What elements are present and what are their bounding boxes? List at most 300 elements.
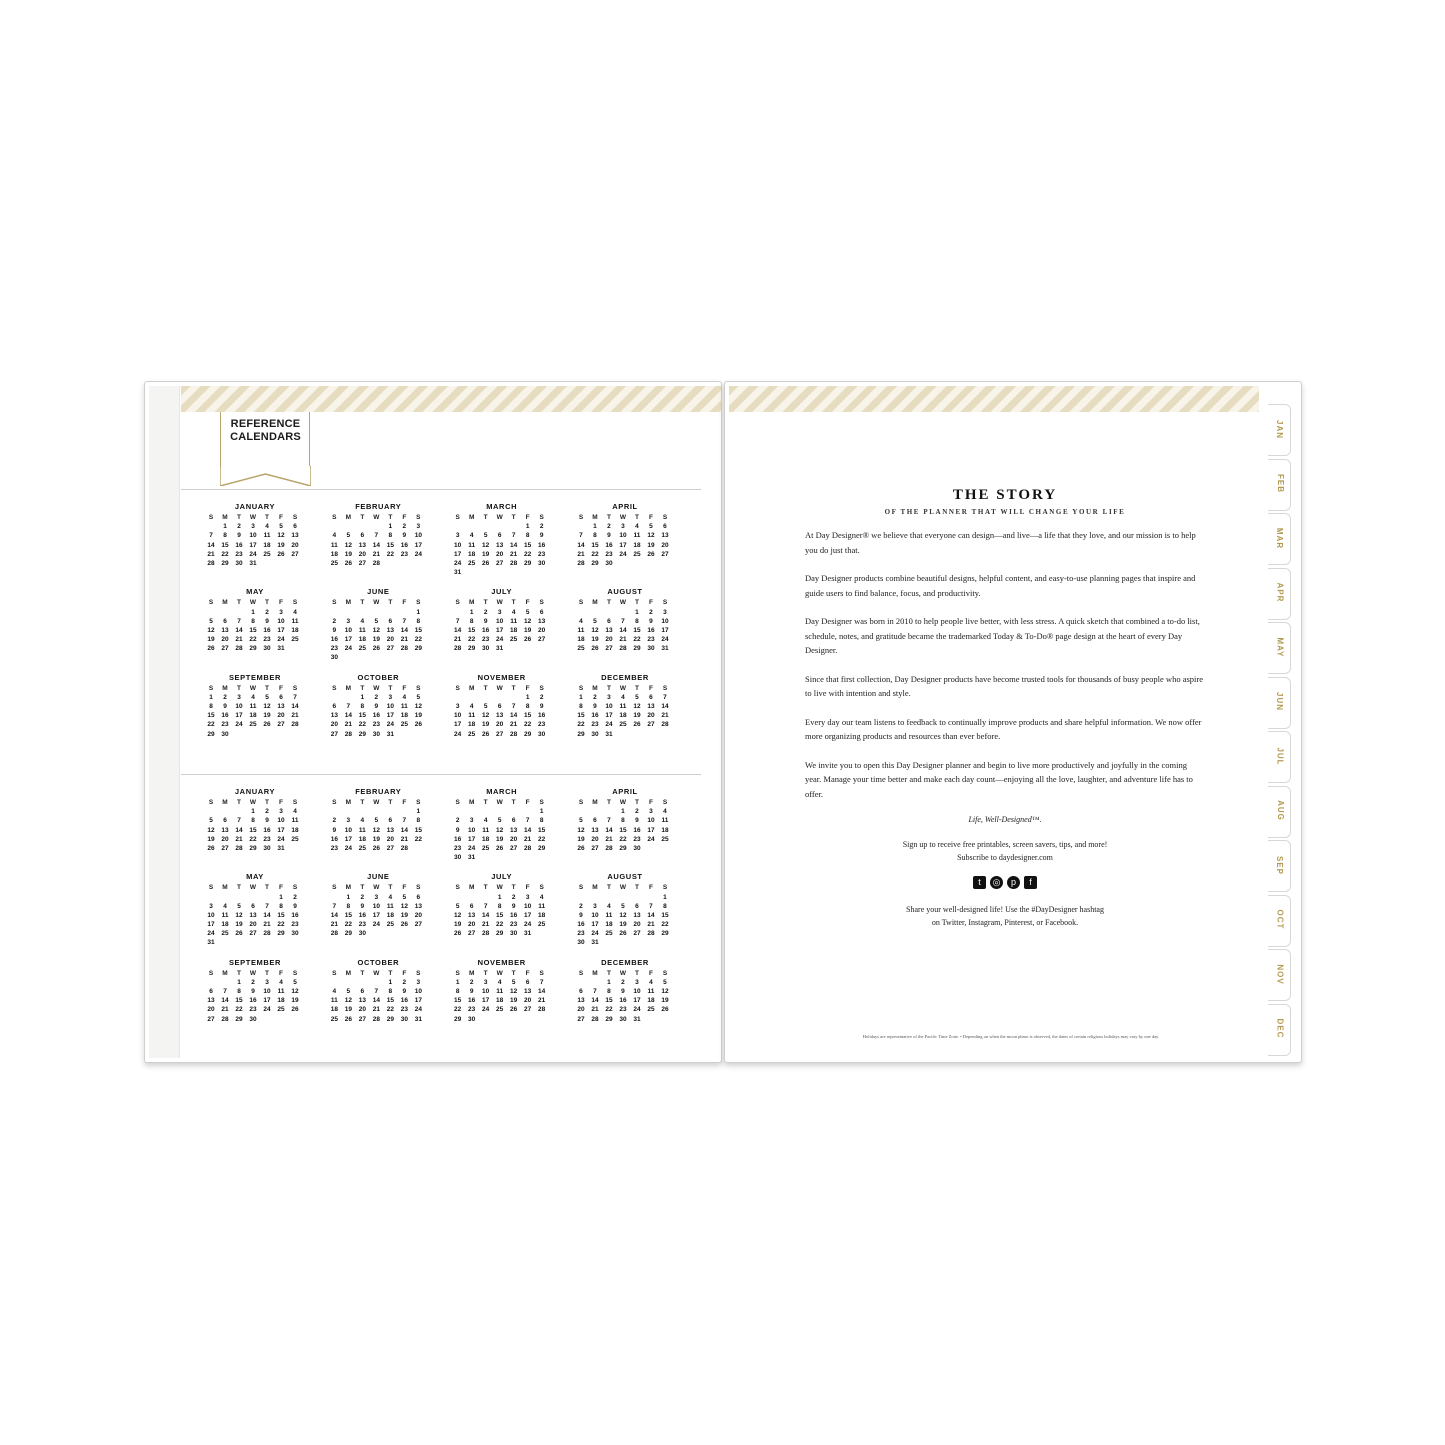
tab-label	[1269, 404, 1291, 454]
day-cell: 9	[593, 703, 597, 710]
day-cell: 24	[591, 930, 599, 938]
right-page	[724, 381, 1302, 1063]
day-cell: 9	[635, 817, 639, 825]
day-cell: 16	[291, 911, 299, 919]
weekday-header: S	[416, 514, 421, 521]
weekday-header: W	[496, 884, 503, 892]
day-cell: 8	[525, 532, 530, 540]
weekday-header: S	[455, 799, 460, 806]
signup-line2[interactable]: Subscribe to daydesigner.com	[957, 853, 1053, 862]
day-cell: 13	[277, 703, 285, 710]
day-cell: 27	[605, 645, 613, 653]
day-cell: 2	[332, 617, 337, 625]
day-cell: 7	[649, 902, 653, 910]
day-cell: 27	[221, 844, 229, 852]
day-grid	[328, 599, 428, 662]
weekday-header: T	[388, 969, 393, 977]
day-cell	[398, 560, 410, 568]
day-cell: 30	[605, 559, 613, 567]
day-grid	[452, 884, 552, 938]
day-cell: 30	[358, 930, 366, 938]
day-cell: 28	[400, 844, 408, 852]
day-cell: 18	[510, 626, 518, 634]
day-cell	[575, 523, 587, 531]
day-cell: 3	[251, 523, 255, 531]
instagram-icon[interactable]: ◎	[990, 876, 1003, 889]
month-name: APRIL	[612, 502, 638, 511]
day-grid	[328, 970, 428, 1024]
day-cell: 25	[386, 921, 394, 929]
story-title: THE STORY	[952, 487, 1058, 503]
day-cell: 5	[649, 523, 653, 531]
weekday-header: S	[455, 969, 460, 977]
day-cell	[494, 694, 506, 702]
day-cell: 10	[524, 902, 532, 910]
day-cell: 3	[469, 817, 474, 825]
month-april	[575, 787, 675, 862]
day-cell: 25	[633, 550, 641, 558]
day-cell: 1	[469, 608, 474, 616]
day-cell	[536, 930, 548, 938]
day-cell: 3	[593, 902, 597, 910]
day-cell: 7	[332, 902, 337, 910]
day-cell: 1	[663, 893, 667, 901]
day-cell: 18	[496, 997, 504, 1005]
weekday-header: M	[345, 884, 352, 892]
month-name: JULY	[491, 872, 513, 882]
day-cell: 8	[388, 988, 393, 995]
day-cell	[398, 930, 410, 938]
day-cell: 23	[291, 921, 299, 929]
day-cell: 15	[235, 997, 243, 1005]
day-cell: 26	[344, 1015, 352, 1023]
day-cell: 24	[207, 930, 215, 938]
day-cell: 5	[635, 693, 639, 701]
day-cell: 19	[496, 835, 504, 843]
day-cell	[508, 569, 520, 577]
day-cell: 24	[249, 550, 257, 558]
day-cell: 22	[249, 636, 257, 644]
day-cell: 26	[661, 1006, 669, 1014]
day-cell: 11	[619, 703, 627, 710]
weekday-header: T	[360, 799, 365, 806]
day-cell: 30	[510, 930, 518, 938]
day-cell: 22	[538, 835, 546, 843]
day-cell: 8	[663, 902, 667, 910]
day-cell: 13	[386, 626, 394, 634]
day-cell: 30	[235, 559, 243, 567]
day-grid	[328, 799, 428, 853]
day-cell: 15	[277, 911, 285, 919]
day-cell: 11	[330, 541, 338, 549]
day-cell: 17	[591, 921, 599, 929]
day-cell: 7	[483, 902, 488, 910]
day-cell: 29	[221, 559, 229, 567]
day-cell: 19	[344, 1006, 352, 1014]
day-cell: 4	[332, 988, 337, 995]
weekday-header: T	[606, 684, 611, 692]
day-cell: 1	[497, 893, 502, 901]
weekday-header: S	[292, 599, 298, 607]
weekday-header: T	[634, 599, 639, 607]
day-cell: 1	[279, 893, 283, 901]
day-cell	[275, 1016, 287, 1024]
day-cell: 29	[538, 844, 546, 852]
day-cell: 14	[372, 997, 380, 1005]
day-cell: 23	[330, 844, 338, 852]
weekday-header: T	[388, 599, 393, 607]
story-section	[805, 487, 1205, 929]
day-cell	[603, 939, 615, 947]
day-cell: 31	[386, 730, 394, 738]
day-cell: 22	[661, 921, 669, 929]
month-name: AUGUST	[607, 587, 643, 597]
day-cell: 24	[344, 844, 352, 852]
day-cell: 20	[661, 541, 669, 549]
day-cell	[412, 930, 424, 938]
story-paragraph: At Day Designer® we believe that everyone can design—and live—a life that they love, and our mission is to help you do just that.	[805, 530, 1196, 555]
day-cell: 24	[263, 1006, 271, 1014]
weekday-header: T	[483, 799, 488, 806]
day-cell: 2	[402, 978, 407, 986]
day-cell: 16	[482, 626, 490, 634]
day-cell: 8	[209, 703, 213, 710]
weekday-header: M	[345, 514, 352, 521]
day-cell: 4	[279, 978, 283, 986]
day-cell	[219, 808, 231, 816]
month-may	[205, 872, 305, 947]
month-november	[452, 958, 552, 1024]
day-cell: 15	[661, 911, 669, 919]
day-cell: 19	[344, 550, 352, 558]
weekday-header: W	[373, 884, 380, 892]
day-cell: 1	[416, 808, 421, 816]
day-cell: 2	[265, 808, 269, 816]
day-cell: 16	[263, 626, 271, 634]
month-name: DECEMBER	[601, 672, 649, 682]
day-cell: 25	[249, 721, 257, 729]
story-paragraph: Every day our team listens to feedback to continually improve products and share helpful information. We now offer more organizing products and resources than ever before.	[805, 716, 1202, 741]
day-cell: 27	[207, 1015, 215, 1023]
day-cell	[275, 731, 287, 739]
day-cell: 27	[633, 930, 641, 938]
day-cell: 20	[386, 636, 394, 644]
weekday-header: T	[265, 514, 269, 521]
weekday-header: F	[402, 684, 407, 692]
day-cell: 28	[235, 645, 243, 653]
day-cell: 22	[619, 835, 627, 843]
day-cell: 20	[221, 636, 229, 644]
weekday-header: T	[511, 969, 516, 977]
day-cell: 13	[524, 988, 532, 995]
day-cell: 3	[483, 978, 488, 986]
weekday-header: M	[592, 514, 598, 521]
day-cell	[384, 808, 396, 816]
day-cell: 26	[291, 1006, 299, 1014]
weekday-header: F	[402, 599, 407, 607]
day-cell	[328, 694, 340, 702]
day-cell: 15	[249, 626, 257, 634]
day-cell	[494, 1016, 506, 1024]
day-cell: 30	[263, 645, 271, 653]
weekday-header: T	[606, 599, 611, 607]
weekday-header: F	[279, 684, 283, 692]
day-cell: 20	[358, 550, 366, 558]
weekday-header: S	[539, 799, 544, 806]
day-cell: 17	[263, 997, 271, 1005]
open-planner	[144, 381, 1300, 1063]
day-cell: 19	[372, 835, 380, 843]
day-cell: 15	[358, 712, 366, 720]
day-grid	[328, 685, 428, 739]
pinterest-icon[interactable]: p	[1007, 876, 1020, 889]
weekday-header: M	[345, 799, 352, 806]
weekday-header: S	[578, 599, 584, 607]
day-cell	[617, 731, 629, 739]
day-cell: 20	[386, 835, 394, 843]
day-cell: 10	[468, 826, 476, 834]
day-cell: 4	[402, 693, 407, 701]
day-cell: 28	[344, 730, 352, 738]
day-grid	[205, 884, 305, 947]
day-cell: 20	[633, 921, 641, 929]
day-cell: 14	[591, 997, 599, 1005]
day-cell: 5	[579, 817, 583, 825]
day-cell: 26	[263, 721, 271, 729]
weekday-header: S	[539, 599, 544, 607]
day-cell: 11	[277, 988, 285, 995]
day-cell: 31	[277, 645, 285, 653]
day-cell	[480, 694, 492, 702]
day-cell	[289, 845, 301, 853]
day-cell: 26	[344, 559, 352, 567]
day-cell: 13	[496, 712, 504, 720]
day-cell: 23	[538, 550, 546, 558]
day-cell: 3	[346, 817, 351, 825]
day-cell: 3	[416, 978, 421, 986]
day-cell: 26	[277, 550, 285, 558]
story-paragraph: We invite you to open this Day Designer planner and begin to live more productively and joyfully in the coming year. Manage your time better and make each day count—enjoying all the love, laughter, and adventure life has to offer.	[805, 759, 1193, 799]
day-cell: 11	[510, 617, 518, 625]
day-cell: 22	[386, 550, 394, 558]
day-cell: 1	[579, 693, 583, 701]
day-cell: 29	[277, 930, 285, 938]
day-cell: 13	[647, 703, 655, 710]
weekday-header: S	[208, 969, 214, 977]
day-cell: 8	[237, 988, 241, 995]
day-cell: 27	[386, 645, 394, 653]
day-cell: 18	[386, 911, 394, 919]
day-cell	[384, 654, 396, 662]
day-cell: 8	[525, 703, 530, 710]
day-cell: 31	[277, 844, 285, 852]
day-cell: 19	[235, 921, 243, 929]
day-cell: 27	[414, 921, 422, 929]
year-calendar-1	[205, 502, 675, 749]
day-cell: 5	[455, 902, 460, 910]
day-cell	[398, 731, 410, 739]
day-cell	[589, 894, 601, 902]
tab-label-text: OCT	[1275, 909, 1285, 930]
day-cell: 22	[496, 921, 504, 929]
day-cell: 24	[482, 1006, 490, 1014]
day-cell: 9	[455, 826, 460, 834]
weekday-header: M	[222, 514, 228, 521]
day-cell	[480, 1016, 492, 1024]
day-cell: 22	[386, 1006, 394, 1014]
day-cell	[219, 894, 231, 902]
weekday-header: S	[208, 884, 214, 892]
weekday-header: F	[648, 514, 653, 521]
day-cell: 29	[235, 1015, 243, 1023]
day-cell	[480, 523, 492, 531]
day-cell: 28	[524, 844, 532, 852]
day-cell: 23	[454, 844, 462, 852]
day-cell: 2	[593, 693, 597, 701]
day-cell: 20	[605, 636, 613, 644]
day-cell: 13	[330, 712, 338, 720]
day-cell: 18	[619, 712, 627, 720]
weekday-header: F	[279, 799, 283, 806]
day-cell: 22	[235, 1006, 243, 1014]
day-cell: 2	[293, 893, 297, 901]
day-cell: 26	[510, 1006, 518, 1014]
day-cell: 5	[593, 617, 597, 625]
tab-label	[1269, 786, 1291, 836]
month-march	[452, 502, 552, 577]
weekday-header: T	[606, 969, 611, 977]
weekday-header: W	[619, 684, 627, 692]
day-cell: 18	[330, 550, 338, 558]
day-cell: 25	[538, 921, 546, 929]
weekday-header: W	[619, 799, 627, 806]
day-cell: 25	[277, 1006, 285, 1014]
day-cell: 15	[524, 541, 532, 549]
day-cell: 29	[249, 844, 257, 852]
weekday-header: F	[525, 969, 530, 977]
weekday-header: M	[592, 969, 598, 977]
day-cell	[508, 645, 520, 653]
day-cell: 24	[496, 636, 504, 644]
weekday-header: W	[373, 969, 380, 977]
day-cell: 3	[621, 523, 625, 531]
day-cell: 12	[372, 826, 380, 834]
calendar-row	[205, 872, 675, 947]
day-cell: 15	[577, 712, 585, 720]
twitter-icon[interactable]: t	[973, 876, 986, 889]
weekday-header: F	[648, 599, 653, 607]
day-cell: 9	[621, 988, 625, 995]
day-cell: 10	[496, 617, 504, 625]
day-cell: 20	[330, 721, 338, 729]
day-cell: 26	[482, 730, 490, 738]
day-cell: 1	[455, 978, 460, 986]
tab-label-text: FEB	[1275, 474, 1285, 493]
day-cell: 13	[207, 997, 215, 1005]
day-cell: 10	[591, 911, 599, 919]
day-cell	[412, 731, 424, 739]
day-grid	[575, 799, 675, 853]
weekday-header: S	[332, 684, 337, 692]
day-cell: 6	[525, 978, 530, 986]
day-cell: 23	[633, 835, 641, 843]
day-cell: 4	[332, 532, 337, 540]
day-cell: 5	[209, 817, 213, 825]
weekday-header: M	[222, 799, 228, 806]
weekday-header: T	[360, 684, 365, 692]
weekday-header: S	[662, 884, 668, 892]
day-cell	[452, 694, 464, 702]
day-cell: 4	[635, 523, 639, 531]
day-cell: 23	[221, 721, 229, 729]
day-cell: 12	[482, 712, 490, 720]
day-cell: 24	[454, 559, 462, 567]
day-cell: 6	[497, 532, 502, 540]
day-cell: 20	[414, 911, 422, 919]
day-cell	[398, 609, 410, 617]
weekday-header: T	[511, 884, 516, 892]
day-cell: 5	[237, 902, 241, 910]
calendar-row	[205, 587, 675, 662]
day-cell: 28	[330, 930, 338, 938]
day-cell: 6	[663, 523, 667, 531]
day-cell: 22	[277, 921, 285, 929]
day-cell: 7	[374, 988, 379, 995]
day-cell	[261, 894, 273, 902]
day-cell: 27	[330, 730, 338, 738]
day-cell: 15	[591, 541, 599, 549]
day-cell: 4	[469, 703, 474, 710]
story-paragraph: Day Designer was born in 2010 to help people live better, with less stress. A quick sketch that combined a to-do list, schedule, notes, and gratitude became the trademarked Today & To-Do® page design at the heart of every Day Designer.	[805, 616, 1200, 655]
day-cell: 4	[607, 902, 611, 910]
day-cell: 23	[482, 636, 490, 644]
day-cell	[536, 854, 548, 862]
day-cell: 17	[524, 911, 532, 919]
tab-label-text: NOV	[1275, 963, 1285, 985]
day-grid	[575, 884, 675, 947]
tab-label	[1269, 677, 1291, 727]
facebook-icon[interactable]: f	[1024, 876, 1037, 889]
day-cell: 24	[647, 835, 655, 843]
day-cell: 20	[277, 712, 285, 720]
day-cell: 13	[538, 617, 546, 625]
weekday-header: W	[249, 799, 257, 806]
day-cell: 17	[277, 826, 285, 834]
weekday-header: M	[345, 684, 352, 692]
weekday-header: S	[208, 599, 214, 607]
day-cell: 30	[400, 1015, 408, 1023]
day-cell: 13	[291, 532, 299, 540]
day-cell: 9	[402, 532, 407, 540]
day-cell: 27	[468, 930, 476, 938]
weekday-header: S	[455, 514, 460, 521]
day-cell: 2	[539, 693, 544, 701]
weekday-header: S	[539, 969, 544, 977]
day-cell: 3	[279, 808, 283, 816]
day-cell: 17	[454, 550, 462, 558]
weekday-header: S	[578, 969, 584, 977]
day-cell: 7	[621, 617, 625, 625]
day-cell: 5	[663, 978, 667, 986]
day-cell: 4	[579, 617, 583, 625]
weekday-header: F	[648, 799, 653, 806]
weekday-header: S	[416, 684, 421, 692]
day-cell: 14	[454, 626, 462, 634]
day-cell	[205, 808, 217, 816]
day-cell: 18	[330, 1006, 338, 1014]
day-cell: 4	[663, 808, 667, 816]
weekday-header: M	[222, 969, 228, 977]
